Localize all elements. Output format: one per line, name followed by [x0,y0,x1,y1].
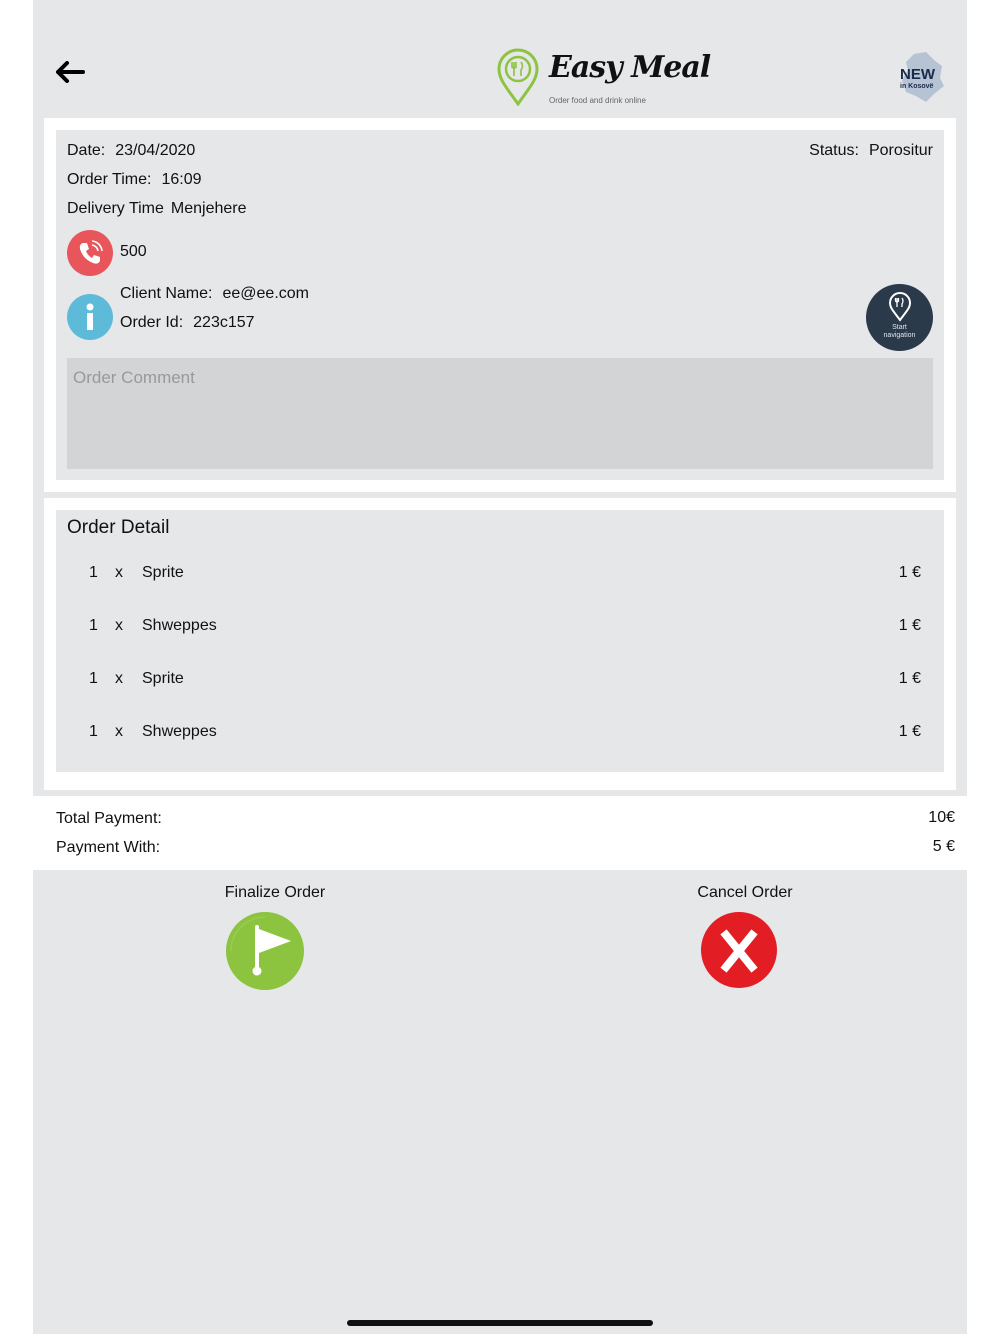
totals-section [0,796,1000,870]
easy-meal-logo [497,48,711,108]
nav-label-line2: navigation [883,332,916,339]
item-price: 1 € [898,723,921,740]
order-item-row [89,617,921,639]
badge-title: NEW [900,66,935,83]
order-date [67,142,195,160]
item-times: x [115,564,123,581]
total-payment-label: Total Payment: [56,810,162,827]
start-navigation-button[interactable] [866,284,933,351]
map-pin-icon [888,292,912,322]
order-detail-title: Order Detail [67,517,170,538]
delivery-time-label: Delivery Time [67,200,164,217]
item-times: x [115,617,123,634]
payment-with-value: 5 € [932,838,955,855]
new-in-kosovo-badge [896,52,946,102]
finalize-order-button[interactable] [205,884,345,996]
item-qty: 1 [89,670,98,687]
item-price: 1 € [898,617,921,634]
brand-name: Easy Meal [549,50,711,85]
item-name: Shweppes [142,723,217,740]
order-item-row [89,564,921,586]
cancel-order-label: Cancel Order [697,884,793,901]
badge-subtitle: in Kosovë [900,83,934,90]
arrow-left-icon [55,61,85,83]
total-payment-value: 10€ [928,809,955,826]
status-label: Status: [809,142,859,159]
item-qty: 1 [89,617,98,634]
info-icon [80,302,100,332]
back-button[interactable] [52,56,88,88]
finalize-order-label: Finalize Order [224,884,326,901]
item-name: Sprite [142,670,184,687]
delivery-time-value: Menjehere [170,200,247,217]
order-comment-input[interactable] [67,358,933,469]
order-item-row [89,723,921,745]
home-indicator[interactable] [347,1320,653,1326]
order-id [120,314,255,332]
brand-tagline: Order food and drink online [549,96,646,105]
status-value: Porositur [868,142,933,159]
cancel-order-button[interactable] [675,884,815,994]
client-name-value: ee@ee.com [222,285,309,302]
item-times: x [115,723,123,740]
close-icon [700,911,778,989]
client-name [120,285,309,303]
order-id-label: Order Id: [120,314,184,331]
client-name-label: Client Name: [120,285,213,302]
item-name: Shweppes [142,617,217,634]
item-times: x [115,670,123,687]
item-price: 1 € [898,670,921,687]
item-qty: 1 [89,723,98,740]
order-id-value: 223c157 [193,314,255,331]
order-item-row [89,670,921,692]
item-qty: 1 [89,564,98,581]
order-time [67,171,202,189]
flag-icon [225,911,305,991]
date-label: Date: [67,142,106,159]
item-price: 1 € [898,564,921,581]
date-value: 23/04/2020 [115,142,196,159]
payment-with-label: Payment With: [56,839,161,856]
map-pin-fork-icon [497,48,539,106]
call-button[interactable] [67,230,113,276]
client-info-icon-wrap [67,294,113,340]
order-time-value: 16:09 [161,171,202,188]
order-time-label: Order Time: [67,171,152,188]
phone-number[interactable]: 500 [120,243,147,260]
order-status [809,142,933,160]
nav-label-line1: Start [892,324,907,331]
nav-label [866,324,933,340]
delivery-time [67,200,247,218]
item-name: Sprite [142,564,184,581]
phone-icon [76,239,104,267]
